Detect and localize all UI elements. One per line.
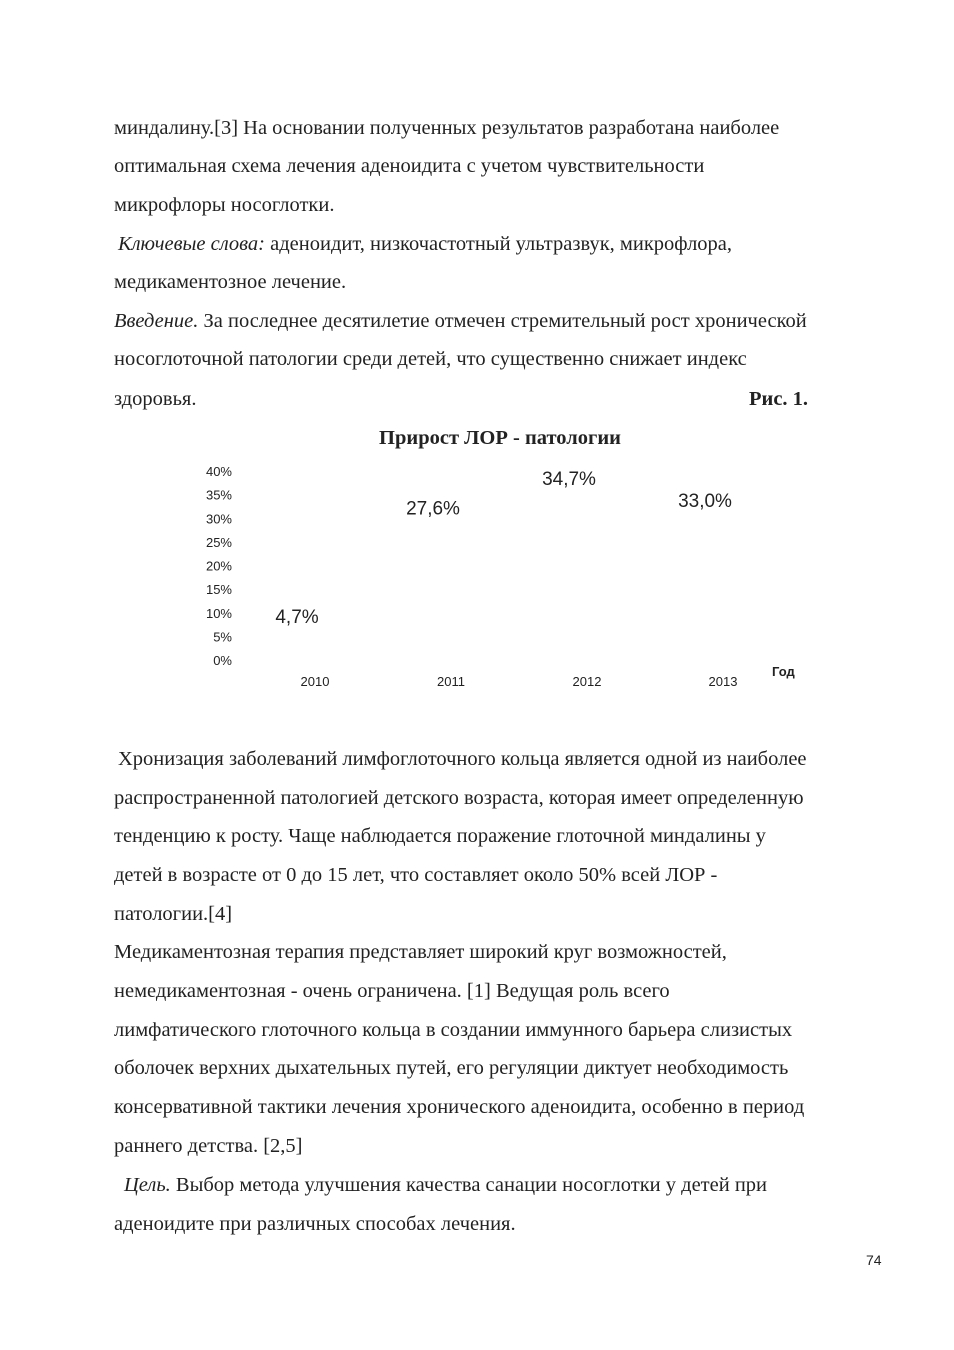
goal-text: Выбор метода улучшения качества санации носоглотки у детей при bbox=[170, 1174, 768, 1196]
chart-title: Прирост ЛОР - патологии bbox=[379, 427, 621, 449]
data-label: 4,7% bbox=[275, 606, 319, 628]
paragraph-line: тенденцию к росту. Чаще наблюдается поражение глоточной миндалины у bbox=[114, 825, 766, 847]
x-axis-label: Год bbox=[772, 664, 795, 679]
y-tick-label: 15% bbox=[205, 582, 232, 598]
data-label: 33,0% bbox=[678, 491, 732, 513]
paragraph-line: аденоидите при различных способах лечения. bbox=[114, 1213, 516, 1235]
paragraph-line: немедикаментозная - очень ограничена. [1] Ведущая роль всего bbox=[114, 980, 670, 1002]
y-tick-label: 20% bbox=[205, 558, 232, 574]
paragraph-line: медикаментозное лечение. bbox=[114, 271, 347, 293]
y-tick-label: 40% bbox=[205, 464, 232, 479]
paragraph-line: Хронизация заболеваний лимфоглоточного кольца является одной из наиболее bbox=[118, 748, 807, 770]
data-label: 27,6% bbox=[406, 498, 460, 520]
paragraph-line: здоровья. bbox=[114, 388, 197, 410]
paragraph-line: распространенной патологией детского возраста, которая имеет определенную bbox=[114, 787, 804, 809]
intro-text: За последнее десятилетие отмечен стремительный рост хронической bbox=[198, 310, 807, 332]
paragraph-line: миндалину.[3] На основании полученных результатов разработана наиболее bbox=[114, 117, 780, 139]
paragraph-line: раннего детства. [2,5] bbox=[114, 1135, 303, 1157]
keywords-label: Ключевые слова: bbox=[118, 233, 265, 255]
paragraph-line: микрофлоры носоглотки. bbox=[114, 194, 335, 216]
paragraph-line: патологии.[4] bbox=[114, 903, 233, 925]
paragraph-line: оболочек верхних дыхательных путей, его регуляции диктует необходимость bbox=[114, 1057, 789, 1079]
x-tick-label: 2012 bbox=[572, 674, 602, 689]
intro-label: Введение. bbox=[114, 310, 199, 332]
x-tick-label: 2010 bbox=[300, 674, 330, 689]
y-tick-label: 5% bbox=[213, 629, 232, 645]
paragraph-line: носоглоточной патологии среди детей, что существенно снижает индекс bbox=[114, 348, 747, 370]
goal-line bbox=[124, 1172, 904, 1198]
x-tick-label: 2013 bbox=[708, 674, 738, 689]
paragraph-line: лимфатического глоточного кольца в создании иммунного барьера слизистых bbox=[114, 1019, 793, 1041]
y-tick-label: 25% bbox=[205, 534, 232, 550]
paragraph-line: детей в возрасте от 0 до 15 лет, что составляет около 50% всей ЛОР - bbox=[114, 864, 718, 886]
y-tick-label: 35% bbox=[205, 487, 232, 503]
y-tick-label: 0% bbox=[213, 653, 232, 668]
paragraph-line: консервативной тактики лечения хронического аденоидита, особенно в период bbox=[114, 1096, 805, 1118]
x-tick-label: 2011 bbox=[437, 674, 465, 689]
y-tick-label: 10% bbox=[205, 605, 232, 621]
figure-label: Рис. 1. bbox=[749, 388, 809, 410]
y-tick-label: 30% bbox=[205, 511, 232, 527]
page-number: 74 bbox=[866, 1252, 882, 1268]
paragraph-line: Медикаментозная терапия представляет широкий круг возможностей, bbox=[114, 941, 727, 963]
keywords-text: аденоидит, низкочастотный ультразвук, микрофлора, bbox=[265, 233, 733, 255]
goal-label: Цель. bbox=[124, 1174, 171, 1196]
paragraph-line: оптимальная схема лечения аденоидита с учетом чувствительности bbox=[114, 155, 705, 177]
data-label: 34,7% bbox=[542, 469, 596, 491]
